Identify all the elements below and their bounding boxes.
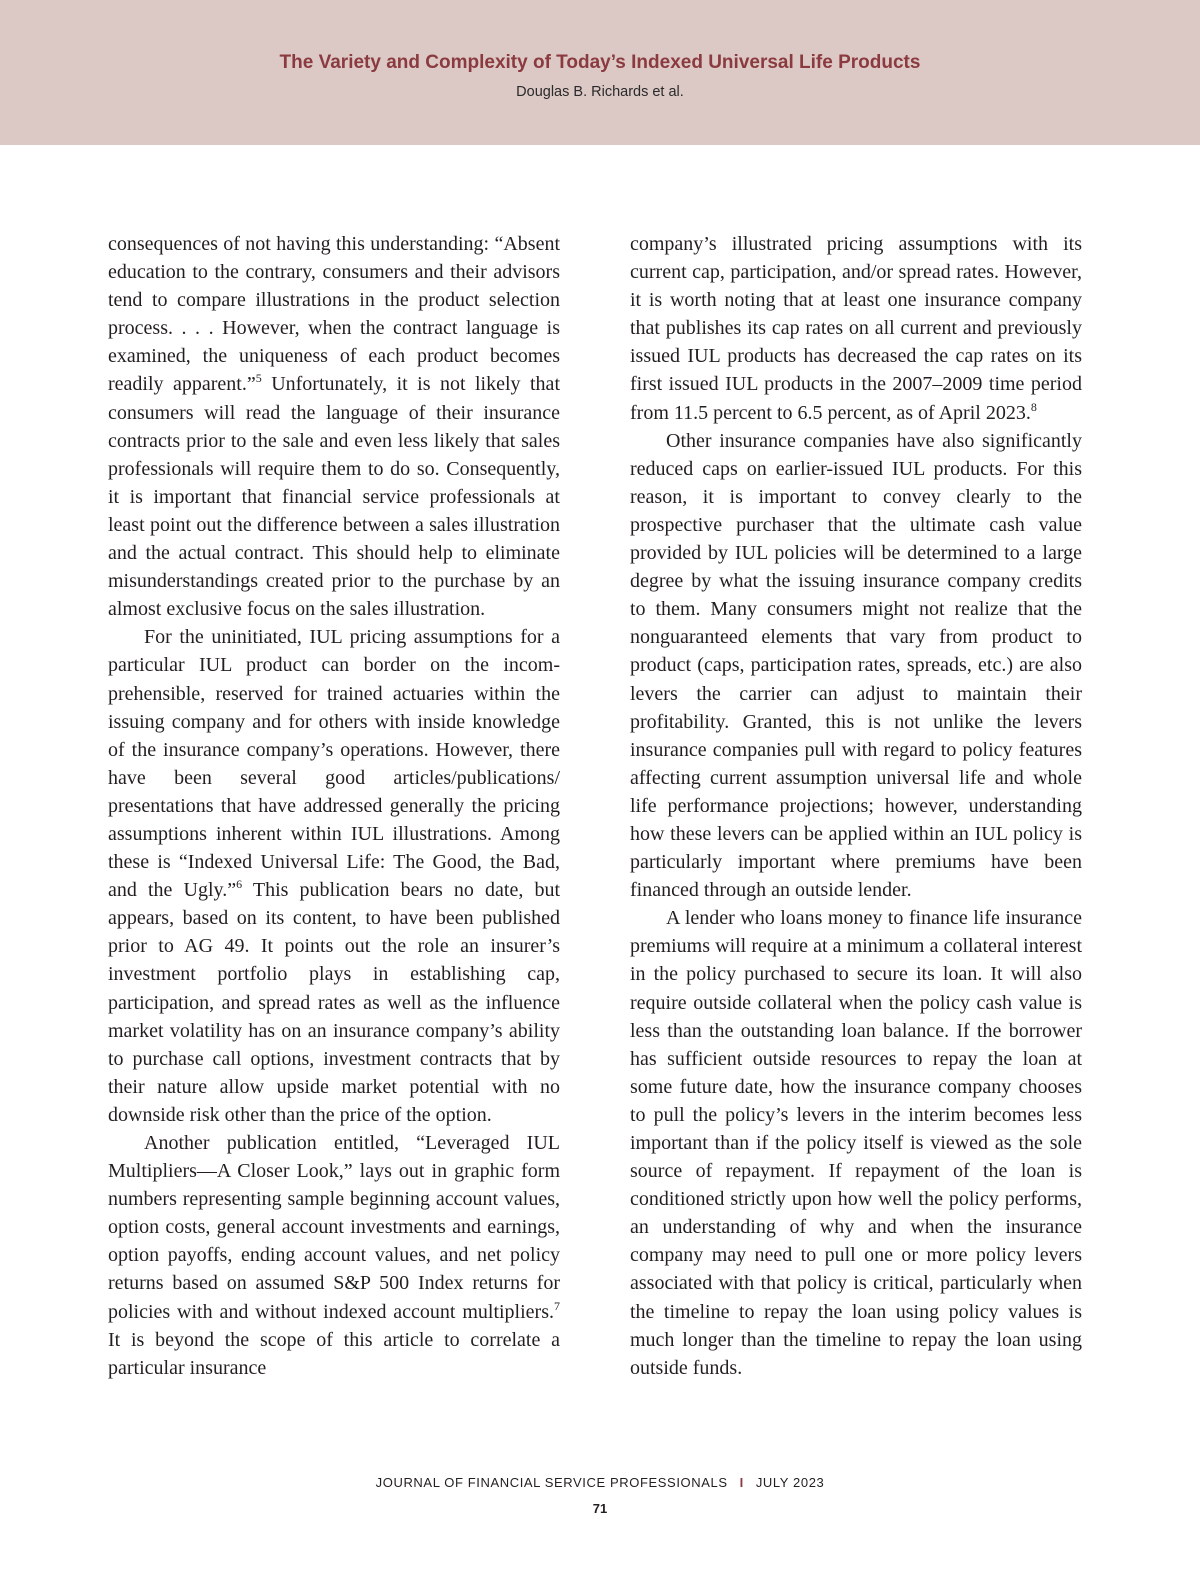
article-authors: Douglas B. Richards et al. (516, 84, 684, 100)
paragraph: Other insurance companies have also significantly reduced caps on earlier-issued IUL products. For this reason, it is important to convey clearly to the prospective purchaser that the ultimate cash value provided by IUL policies will be determined to a large degree by what the issuing insurance company credits to them. Many consumers might not realize that the nonguaranteed elements that vary from product to product (caps, participation rates, spreads, etc.) are also levers the carrier can adjust to maintain their profitability. Granted, this is not unlike the levers insurance companies pull with regard to policy features affecting current assumption universal life and whole life performance projections; however, understanding how these levers can be applied within an IUL policy is particularly important where premiums have been financed through an outside lender. (630, 429, 1082, 902)
paragraph (630, 230, 1082, 427)
paragraph-text: Another publication entitled, “Leveraged IUL Multipliers—A Closer Look,” lays out in graphic form numbers representing sample beginning account values, option costs, general account investments and earnings, option payoffs, ending account values, and net policy returns based on assumed S&P 500 Index returns for policies with and without indexed account multipliers. (108, 1132, 560, 1323)
journal-footer (0, 1475, 1200, 1490)
article-title: The Variety and Complexity of Today’s Indexed Universal Life Products (279, 52, 921, 73)
paragraph-text: For the uninitiated, IUL pricing assumptions for a particular IUL product can border on the incomprehensible, reserved for trained actuaries within the issuing company and for others with inside knowledge of the insurance company’s operations. However, there have been several good articles/publications/ presentations that have addressed generally the pricing assumptions inherent within IUL illustrations. Among these is “Indexed Universal Life: The Good, the Bad, and the Ugly.” (108, 626, 560, 902)
paragraph-text: This publication bears no date, but appears, based on its content, to have been published prior to AG 49. It points out the role an insurer’s investment portfolio plays in establishing cap, participation, and spread rates as well as the influence market volatility has on an insurance company’s ability to purchase call options, investment contracts that by their nature allow upside market potential with no downside risk other than the price of the option. (108, 879, 560, 1126)
paragraph (108, 623, 560, 1129)
running-header (0, 0, 1200, 145)
paragraph-text: It is beyond the scope of this article to correlate a particular insurance (108, 1328, 560, 1379)
right-column (630, 230, 1082, 1382)
footnote-ref: 6 (236, 877, 243, 892)
paragraph: A lender who loans money to finance life insurance premiums will require at a minimum a collateral interest in the policy purchased to secure its loan. It will also require outside collateral when the policy cash value is less than the outstanding loan balance. If the borrower has sufficient outside resources to repay the loan at some future date, how the insurance company chooses to pull the policy’s levers in the interim becomes less important than if the policy itself is viewed as the sole source of repayment. If repayment of the loan is conditioned strictly upon how well the policy performs, an understanding of why and when the insurance company may need to pull one or more policy levers associated with that policy is critical, particularly when the timeline to repay the loan using policy values is much longer than the timeline to repay the loan using outside funds. (630, 907, 1082, 1379)
footer-separator: I (739, 1475, 744, 1490)
footnote-ref: 5 (255, 371, 262, 386)
issue-date: JULY 2023 (755, 1475, 825, 1490)
page-number: 71 (592, 1501, 608, 1516)
footnote-ref: 7 (554, 1298, 560, 1313)
paragraph-text: consequences of not having this understanding: “Absent education to the contrary, consumers and their advisors tend to compare illustrations in the product selection process. . . . However, when the contract language is examined, the uniqueness of each product becomes readily apparent.” (108, 233, 560, 396)
footnote-ref: 8 (1030, 399, 1037, 414)
left-column (108, 230, 560, 1382)
paragraph (108, 230, 560, 623)
journal-name: JOURNAL OF FINANCIAL SERVICE PROFESSIONALS (375, 1475, 728, 1490)
paragraph (108, 1129, 560, 1382)
paragraph-text: company’s illustrated pricing assumptions with its current cap, participation, and/or spread rates. However, it is worth noting that at least one insurance company that publishes its cap rates on all current and previously issued IUL products has decreased the cap rates on its first issued IUL products in the 2007–2009 time period from 11.5 percent to 6.5 percent, as of April 2023. (630, 233, 1082, 424)
paragraph-text: Unfortunately, it is not likely that consumers will read the language of their insurance contracts prior to the sale and even less likely that sales professionals will require them to do so. Consequently, it is important that financial service professionals at least point out the difference between a sales illustration and the actual contract. This should help to eliminate misunderstandings created prior to the purchase by an almost exclusive focus on the sales illustration. (108, 373, 560, 621)
